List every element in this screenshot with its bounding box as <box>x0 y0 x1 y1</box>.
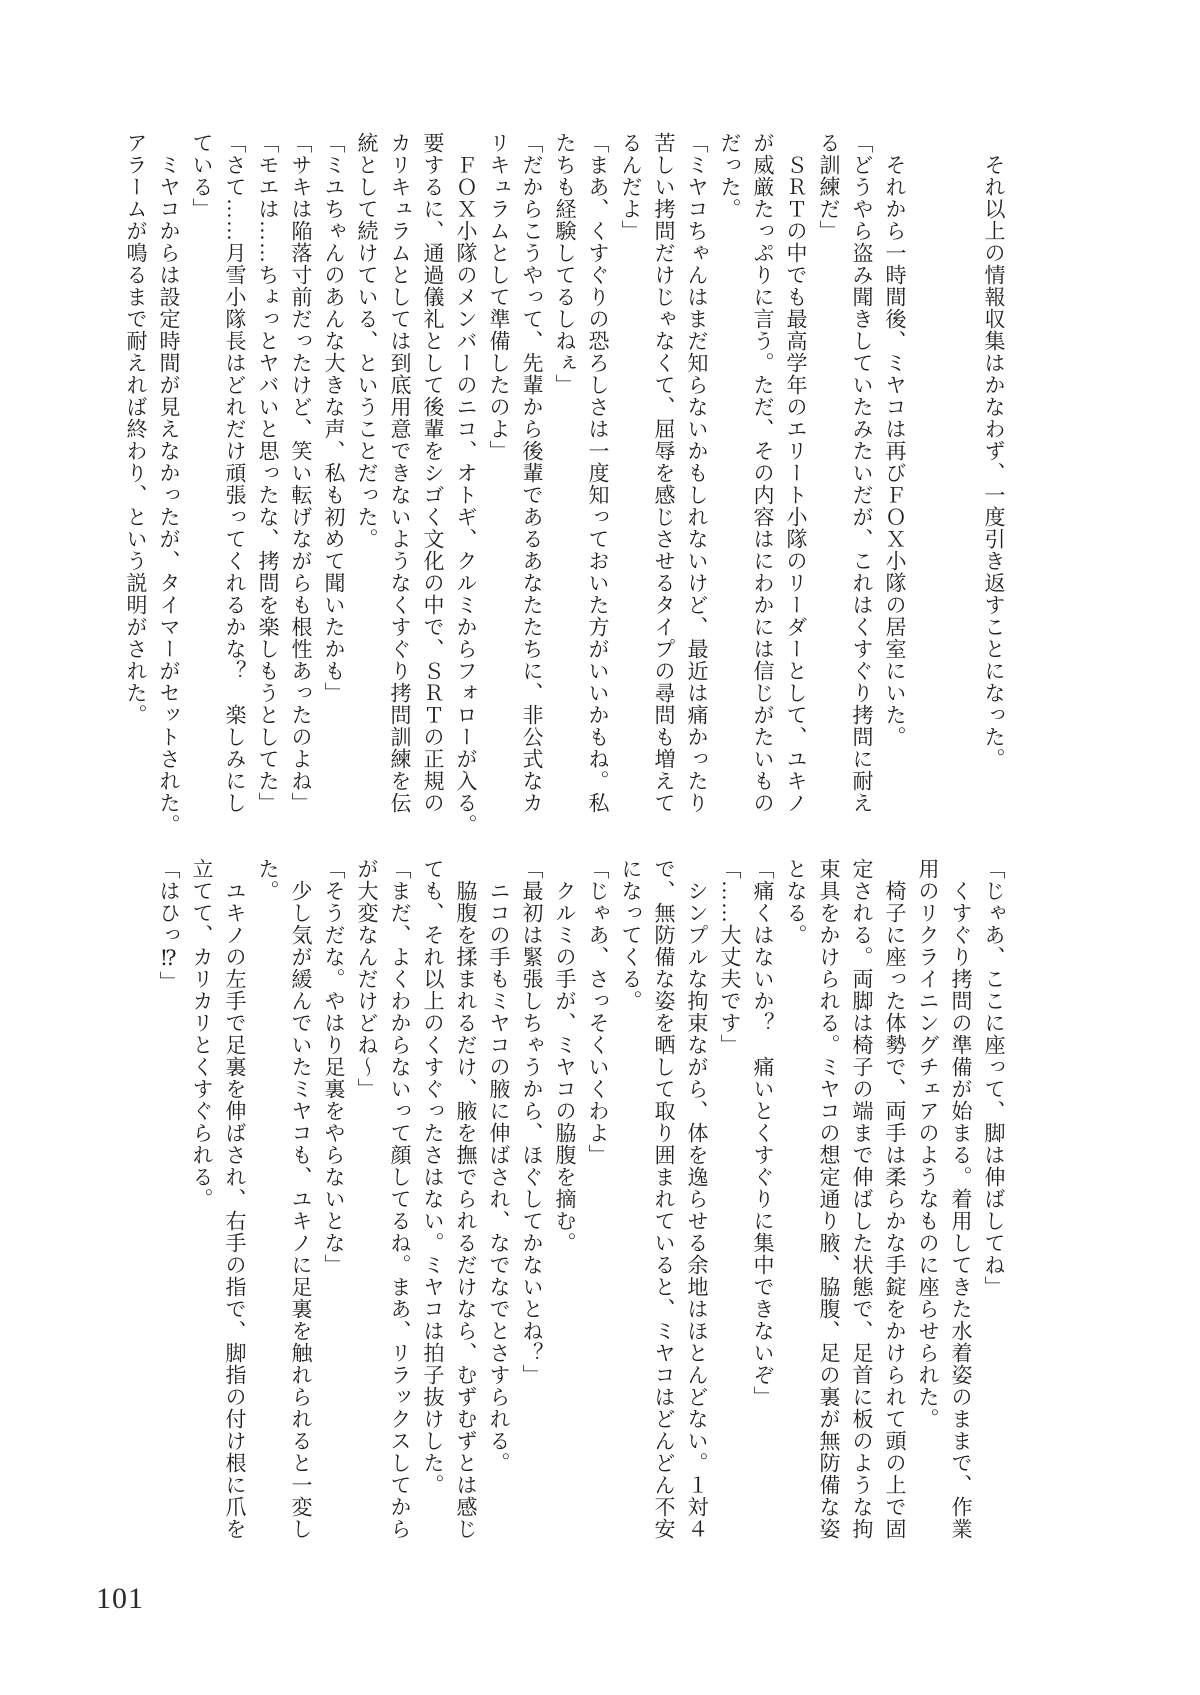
text-line: た。 <box>256 858 280 902</box>
text-line <box>911 132 944 818</box>
text-line: 「……大丈夫です」 <box>718 858 742 1056</box>
text-line: 「ミユちゃんのあんな大きな声、私も初めて聞いたかも」 <box>322 132 346 704</box>
text-line: それから一時間後、ミヤコは再びＦＯＸ小隊の居室にいた。 <box>883 132 907 748</box>
text-line: アラームが鳴るまで耐えれば終わり、という説明がされた。 <box>124 132 148 726</box>
text-line: 「痛くはないか？ 痛いとくすぐりに集中できないぞ」 <box>751 858 775 1408</box>
text-line: 用のリクライニングチェアのようなものに座らせられた。 <box>916 858 940 1430</box>
text-line: カリキュラムとしては到底用意できないようなくすぐり拷問訓練を伝 <box>388 132 412 814</box>
text-line: 「モエは……ちょっとヤバいと思ったな、拷問を楽しもうとしてた」 <box>256 132 280 814</box>
text-line: 立てて、カリカリとくすぐられる。 <box>190 858 214 1210</box>
text-line: 「まだ、よくわからないって顔してるね。まあ、リラックスしてから <box>388 858 412 1540</box>
text-line: くすぐり拷問の準備が始まる。着用してきた水着姿のままで、作業 <box>949 858 973 1540</box>
text-line <box>944 132 977 818</box>
text-line: となる。 <box>784 858 808 946</box>
text-line: たちも経験してるしねぇ」 <box>553 132 577 396</box>
text-line: 定される。両脚は椅子の端まで伸ばした状態で、足首に板のような拘 <box>850 858 874 1540</box>
text-line: 「じゃあ、さっそくいくわよ」 <box>586 858 610 1166</box>
text-line: 「最初は緊張しちゃうから、ほぐしてかないとね？」 <box>520 858 544 1386</box>
text-line: 「どうやら盗み聞きしていたみたいだが、これはくすぐり拷問に耐え <box>850 132 874 814</box>
text-line: ＦＯＸ小隊のメンバーのニコ、オトギ、クルミからフォローが入る。 <box>454 132 478 836</box>
text-line: だった。 <box>718 132 742 220</box>
text-line: るんだよ」 <box>619 132 643 242</box>
text-line: 椅子に座った体勢で、両手は柔らかな手錠をかけられて頭の上で固 <box>883 858 907 1540</box>
text-line: 「さて……月雪小隊長はどれだけ頑張ってくれるかな？ 楽しみにし <box>223 132 247 814</box>
text-line: 束具をかけられる。ミヤコの想定通り腋、脇腹、足の裏が無防備な姿 <box>817 858 841 1540</box>
text-line: が大変なんだけどね〜」 <box>355 858 379 1100</box>
text-line: ニコの手もミヤコの腋に伸ばされ、なでなでとさすられる。 <box>487 858 511 1474</box>
text-line: 要するに、通過儀礼として後輩をシゴく文化の中で、ＳＲＴの正規の <box>421 132 445 814</box>
text-line: それ以上の情報収集はかなわず、一度引き返すことになった。 <box>982 132 1006 770</box>
text-line: る訓練だ」 <box>817 132 841 242</box>
text-line: 「だからこうやって、先輩から後輩であるあなたたちに、非公式なカ <box>520 132 544 814</box>
text-line: クルミの手が、ミヤコの脇腹を摘む。 <box>553 858 577 1254</box>
text-line: ＳＲＴの中でも最高学年のエリート小隊のリーダーとして、ユキノ <box>784 132 808 814</box>
text-line: 苦しい拷問だけじゃなくて、屈辱を感じさせるタイプの尋問も増えて <box>652 132 676 814</box>
text-line: シンプルな拘束ながら、体を逸らせる余地はほとんどない。１対４ <box>685 858 709 1540</box>
text-line: 統として続けている、ということだった。 <box>355 132 379 550</box>
text-line: 少し気が緩んでいたミヤコも、ユキノに足裏を触れられると一変し <box>289 858 313 1540</box>
text-line: 「サキは陥落寸前だったけど、笑い転げながらも根性あったのよね」 <box>289 132 313 814</box>
text-line: 脇腹を揉まれるだけ、腋を撫でられるだけなら、むずむずとは感じ <box>454 858 478 1540</box>
text-line: ても、それ以上のくすぐったさはない。ミヤコは拍子抜けした。 <box>421 858 445 1496</box>
text-line: ている」 <box>190 132 214 220</box>
text-line: ミヤコからは設定時間が見えなかったが、タイマーがセットされた。 <box>157 132 181 836</box>
text-line: が威厳たっぷりに言う。ただ、その内容はにわかには信じがたいもの <box>751 132 775 814</box>
text-line: 「はひっ⁉」 <box>157 858 181 993</box>
text-line: になってくる。 <box>619 858 643 1012</box>
text-block-top <box>119 132 1010 836</box>
text-line: 「そうだな。やはり足裏をやらないとな」 <box>322 858 346 1276</box>
text-line: ユキノの左手で足裏を伸ばされ、右手の指で、脚指の付け根に爪を <box>223 858 247 1540</box>
text-line: で、無防備な姿を晒して取り囲まれていると、ミヤコはどんどん不安 <box>652 858 676 1540</box>
page-number: 101 <box>96 1582 144 1615</box>
text-line: リキュラムとして準備したのよ」 <box>487 132 511 462</box>
text-line: 「ミヤコちゃんはまだ知らないかもしれないけど、最近は痛かったり <box>685 132 709 814</box>
text-line: 「じゃあ、ここに座って、脚は伸ばしてね」 <box>982 858 1006 1298</box>
text-block-bottom <box>152 858 1010 1544</box>
text-line: 「まあ、くすぐりの恐ろしさは一度知っておいた方がいいかもね。私 <box>586 132 610 814</box>
